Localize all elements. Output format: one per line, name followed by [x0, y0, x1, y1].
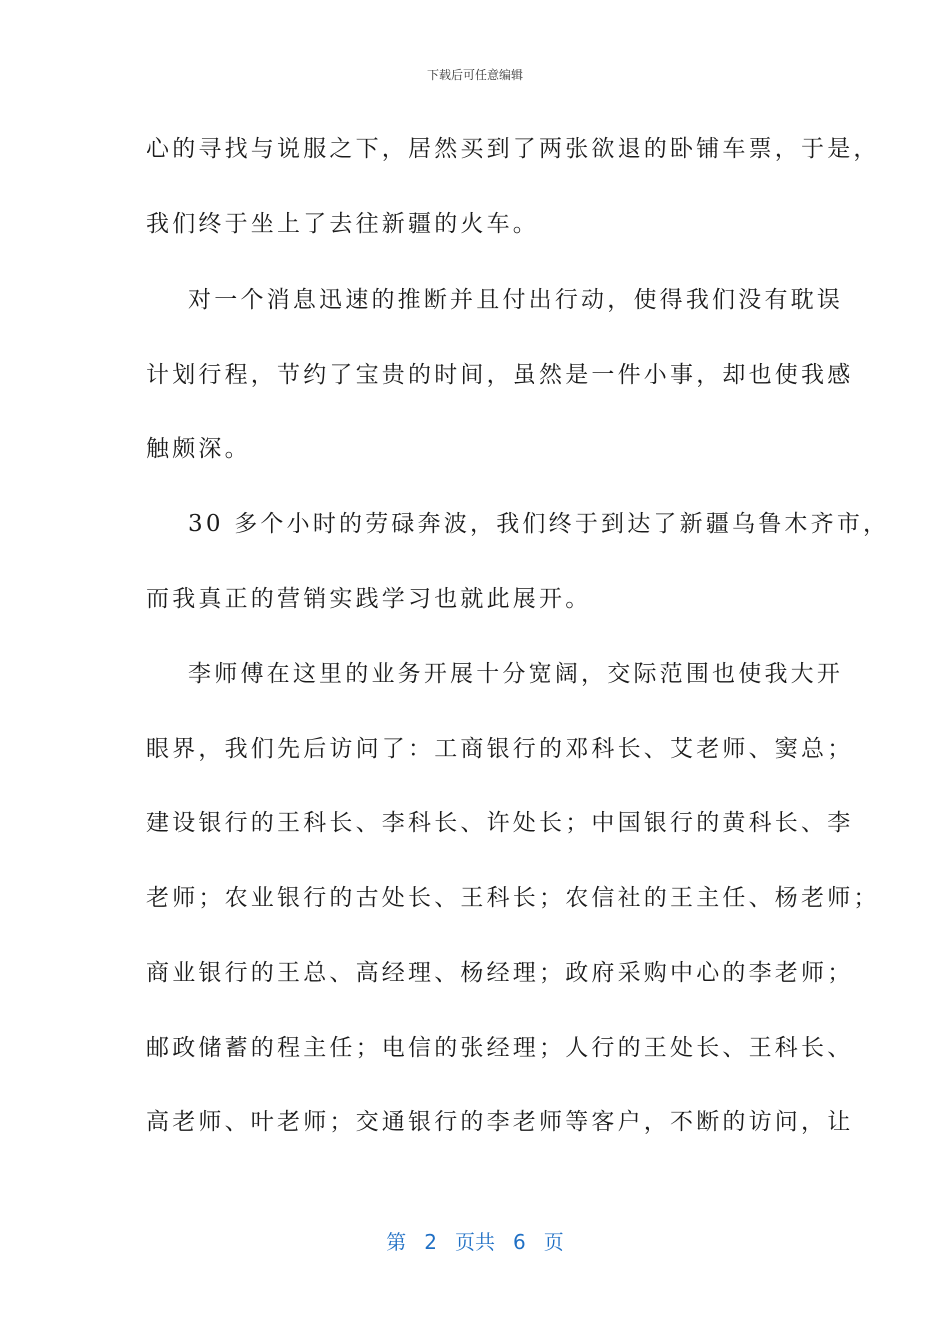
- text-line: 心的寻找与说服之下，居然买到了两张欲退的卧铺车票，于是，: [146, 136, 880, 162]
- text-line: 老师；农业银行的古处长、王科长；农信社的王主任、杨老师；: [146, 885, 880, 911]
- text-line: 计划行程，节约了宝贵的时间，虽然是一件小事，却也使我感: [146, 362, 854, 388]
- text-line: 建设银行的王科长、李科长、许处长；中国银行的黄科长、李: [146, 810, 854, 836]
- text-line: 商业银行的王总、高经理、杨经理；政府采购中心的李老师；: [146, 960, 854, 986]
- text-line: 邮政储蓄的程主任；电信的张经理；人行的王处长、王科长、: [146, 1035, 854, 1061]
- text-line: 30 多个小时的劳碌奔波，我们终于到达了新疆乌鲁木齐市，: [146, 511, 890, 537]
- text-line: 而我真正的营销实践学习也就此展开。: [146, 586, 592, 612]
- page-header: 下载后可任意编辑: [426, 68, 523, 82]
- text-line: 高老师、叶老师；交通银行的李老师等客户，不断的访问，让: [146, 1109, 854, 1135]
- total-pages-number: 6: [513, 1230, 526, 1254]
- text-line: 眼界，我们先后访问了：工商银行的邓科长、艾老师、窦总；: [146, 736, 854, 762]
- text-line: 对一个消息迅速的推断并且付出行动，使得我们没有耽误: [146, 287, 844, 313]
- footer-middle: 页共: [455, 1230, 495, 1254]
- text-line: 我们终于坐上了去往新疆的火车。: [146, 211, 539, 237]
- page-number-footer: [0, 1226, 950, 1255]
- footer-prefix: 第: [386, 1230, 407, 1254]
- text-line: 触颇深。: [146, 436, 251, 462]
- text-line: 李师傅在这里的业务开展十分宽阔，交际范围也使我大开: [146, 661, 844, 687]
- footer-suffix: 页: [543, 1230, 564, 1254]
- current-page-number: 2: [424, 1230, 437, 1254]
